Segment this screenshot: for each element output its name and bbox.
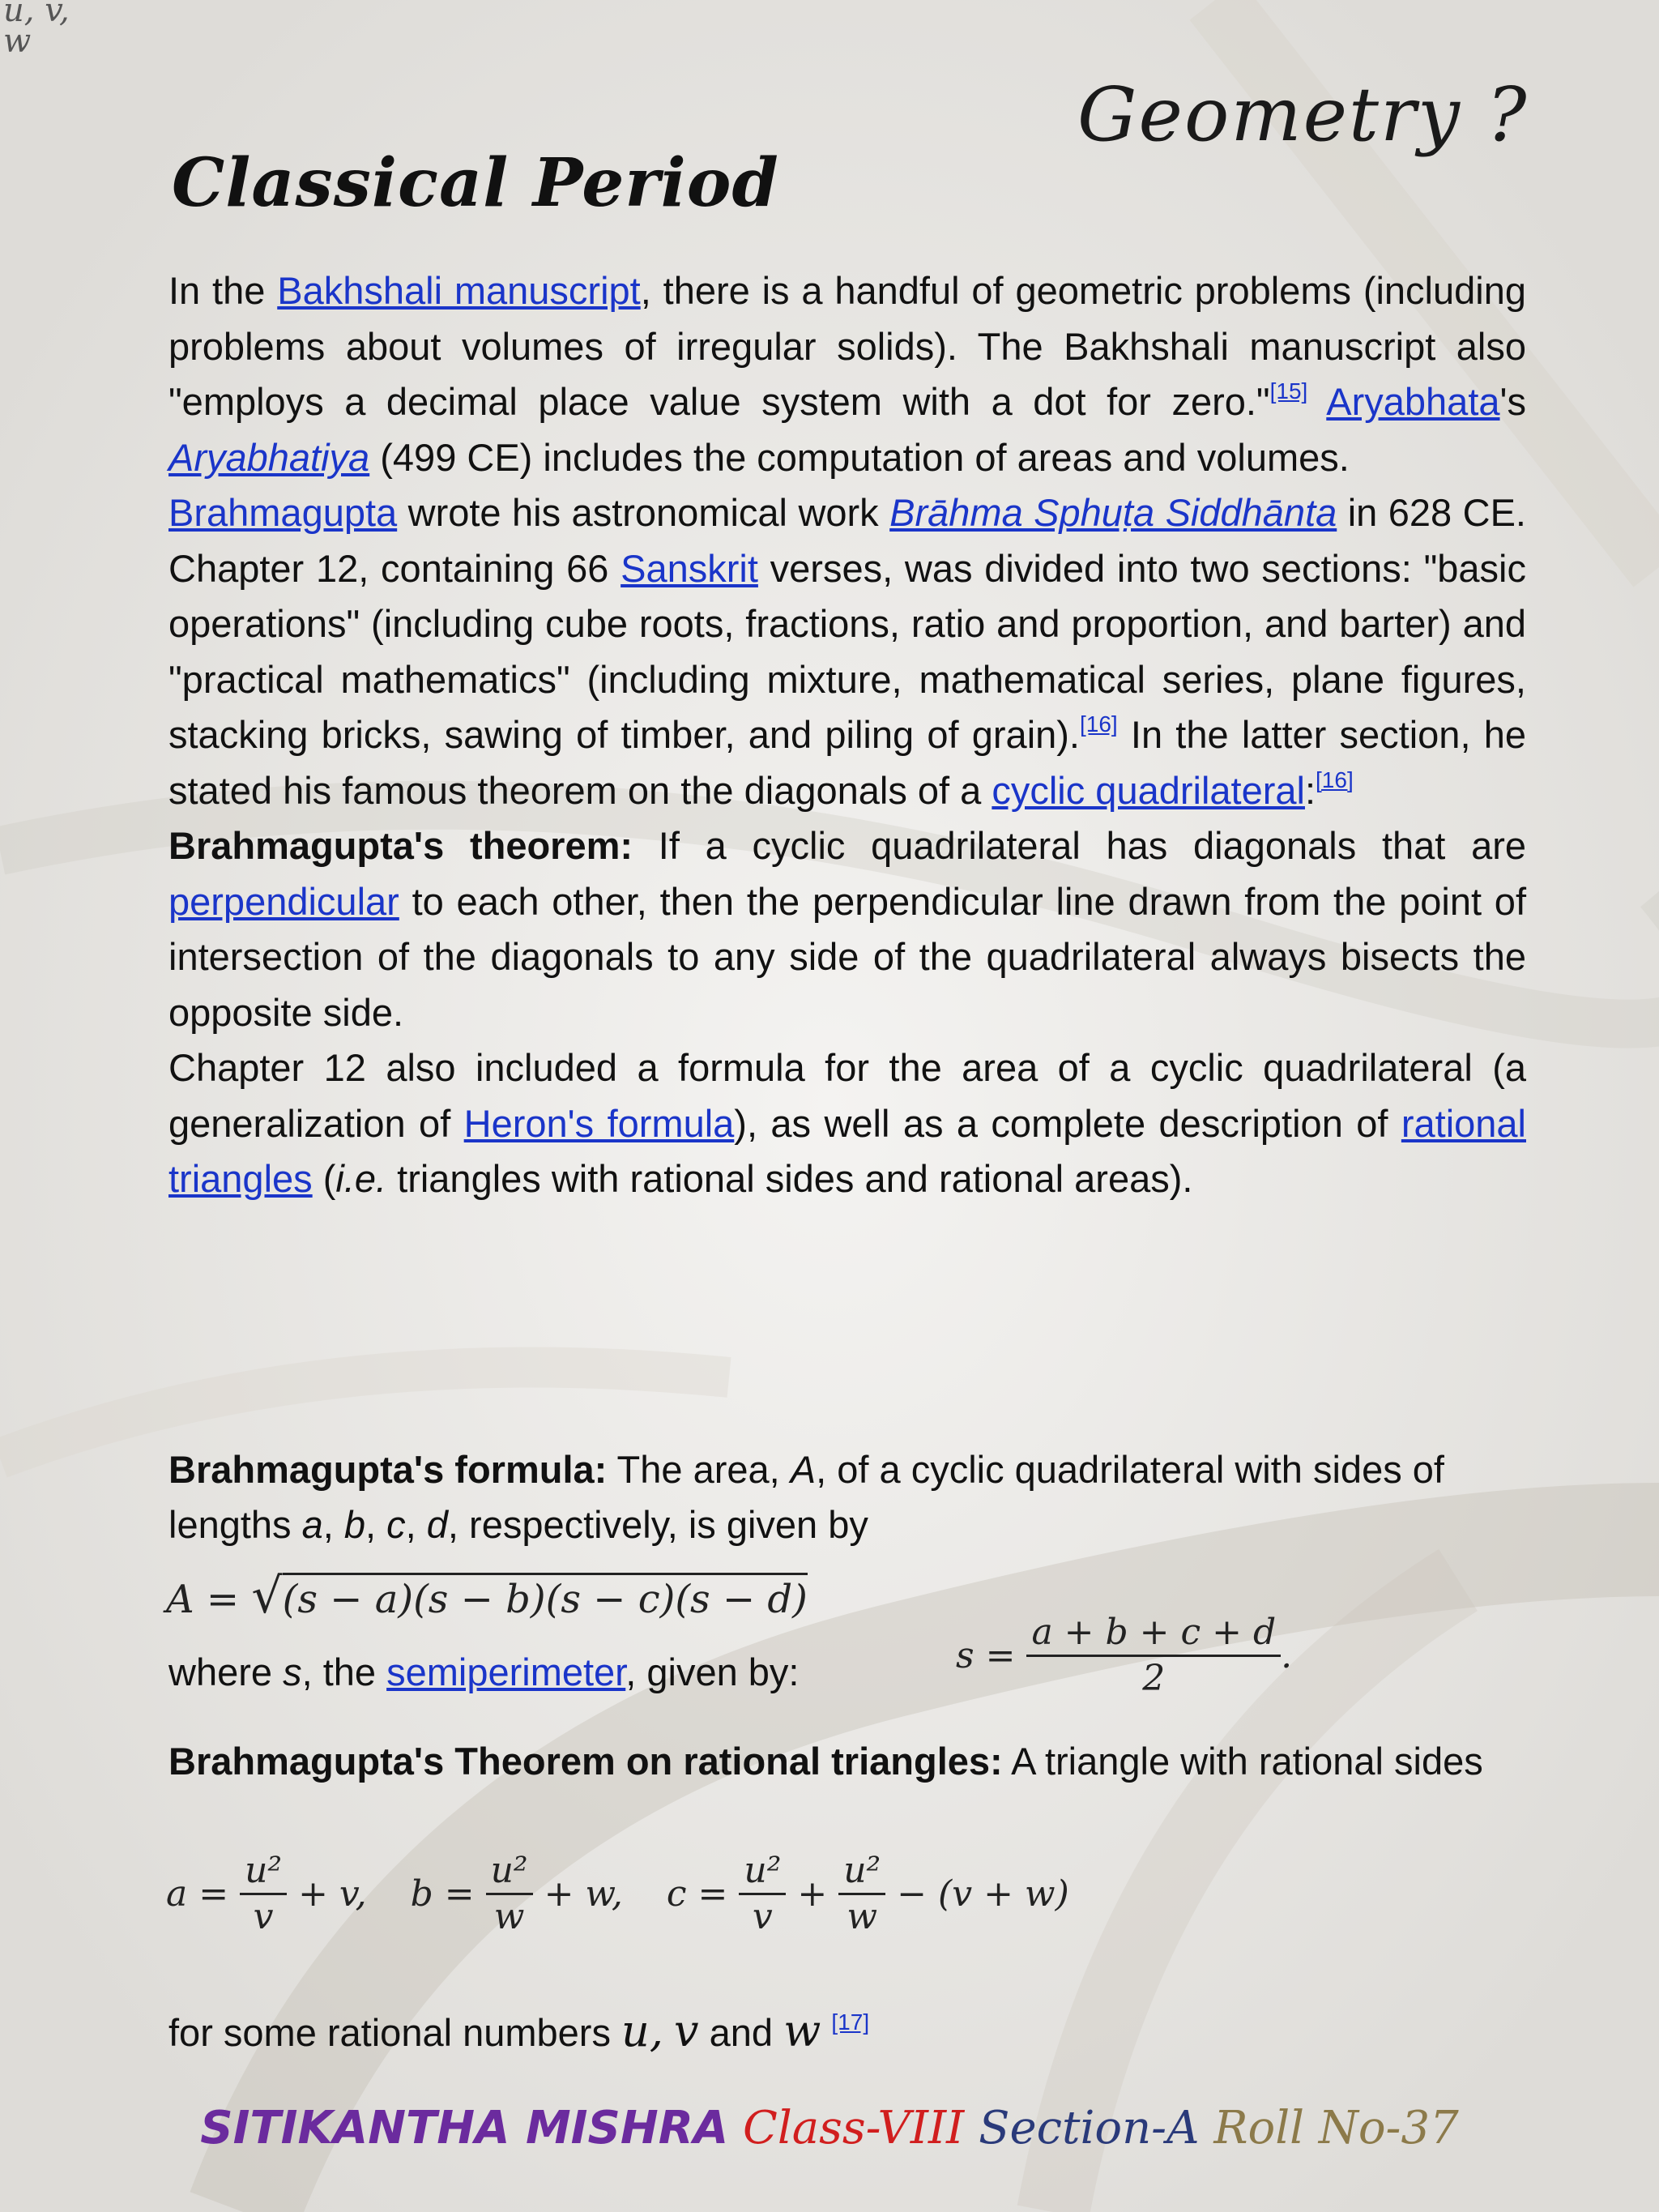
text: (499 CE) includes the computation of areas and volumes. <box>369 435 1350 479</box>
var-v: v <box>674 2005 699 2056</box>
text: ( <box>312 1157 336 1200</box>
area-lhs: A = <box>166 1577 252 1622</box>
var-u: u, <box>621 2005 663 2056</box>
s-numerator: a + b + c + d <box>1026 1611 1281 1657</box>
var-a-area: A <box>790 1448 817 1491</box>
text: , given by: <box>625 1650 800 1693</box>
numerator: u² <box>486 1849 533 1895</box>
reference-16-second[interactable]: [16] <box>1316 767 1354 792</box>
link-cyclic-quadrilateral[interactable]: cyclic quadrilateral <box>992 768 1305 812</box>
section-title: Classical Period <box>172 144 779 222</box>
eq-c-lhs: c = <box>666 1873 728 1915</box>
eq-c-tail: − (v + w) <box>897 1873 1069 1915</box>
s-lhs: s = <box>956 1635 1016 1676</box>
text: Chapter 12 also included a formula for the area of a cyclic quadrilateral (a generalization of <box>168 1046 1526 1145</box>
text: where <box>168 1650 284 1693</box>
text: In the latter section, he stated his famous theorem on the diagonals of a <box>168 713 1526 812</box>
text: to each other, then the perpendicular line drawn from the point of intersection of the diagonals to any side of the quadrilateral always bisects the opposite side. <box>168 879 1526 1034</box>
link-rational-triangles[interactable]: rational triangles <box>168 1101 1526 1200</box>
denominator: v <box>752 1896 773 1937</box>
paragraph-bakhshali <box>168 263 1526 485</box>
denominator: v <box>253 1896 274 1937</box>
text: The area, <box>607 1448 791 1491</box>
semiperimeter-line <box>168 1645 979 1700</box>
frac-u2-w <box>486 1849 533 1939</box>
link-herons-formula[interactable]: Heron's formula <box>463 1101 735 1145</box>
text: In the <box>168 269 278 312</box>
area-formula <box>166 1568 808 1625</box>
link-bakhshali-manuscript[interactable]: Bakhshali manuscript <box>277 269 641 312</box>
paragraph-chapter-12 <box>168 1040 1526 1207</box>
var-w: w <box>783 2005 821 2056</box>
text: 's <box>1499 380 1527 423</box>
text: triangles with rational sides and rational areas). <box>386 1157 1193 1200</box>
s-denominator: 2 <box>1142 1658 1166 1699</box>
text: A triangle with rational sides <box>1002 1740 1483 1783</box>
geometry-title: Geometry ? <box>1077 71 1529 158</box>
area-radicand: (s − a)(s − b)(s − c)(s − d) <box>283 1573 808 1622</box>
text <box>1307 380 1326 423</box>
semiperimeter-formula <box>956 1611 1292 1701</box>
text: and <box>698 2011 784 2054</box>
text: If a cyclic quadrilateral has diagonals that are <box>633 824 1526 867</box>
section-label: Section-A <box>979 2102 1200 2154</box>
text: in 628 CE. Chapter 12, containing 66 <box>168 491 1526 590</box>
link-brahmagupta[interactable]: Brahmagupta <box>168 491 398 534</box>
class-label: Class-VIII <box>743 2102 965 2154</box>
text: , <box>322 1503 344 1546</box>
link-perpendicular[interactable]: perpendicular <box>168 879 399 923</box>
text: , of a cyclic quadrilateral with sides of lengths <box>168 1448 1444 1546</box>
text: ), as well as a complete description of <box>734 1101 1401 1145</box>
denominator: w <box>493 1896 525 1937</box>
eq-plus: + <box>797 1873 828 1915</box>
denominator: w <box>847 1896 878 1937</box>
link-brahma-sphuta-siddhanta[interactable]: Brāhma Sphuṭa Siddhānta <box>889 491 1337 534</box>
paragraph-brahmagupta <box>168 485 1526 818</box>
numerator: u² <box>838 1849 885 1895</box>
main-text <box>168 263 1526 1207</box>
rational-closing <box>168 2004 1222 2060</box>
corner-vars-line1: u, v, <box>3 0 70 29</box>
s-dot: . <box>1281 1635 1293 1676</box>
formula-block <box>168 1442 1546 1552</box>
text: , respectively, is given by <box>447 1503 868 1546</box>
text: wrote his astronomical work <box>397 491 890 534</box>
footer-credit <box>0 2102 1659 2154</box>
s-fraction <box>1026 1611 1281 1701</box>
text: , the <box>301 1650 387 1693</box>
eq-b-tail: + w, <box>544 1873 623 1915</box>
link-aryabhatiya[interactable]: Aryabhatiya <box>168 435 370 479</box>
reference-16[interactable]: [16] <box>1079 711 1118 737</box>
text: , there is a handful of geometric problems (including problems about volumes of irregular solids). The Bakhshali manuscript also "employs a decimal place value system with a dot for zero." <box>168 269 1526 423</box>
var-a: a <box>301 1503 323 1546</box>
link-aryabhata[interactable]: Aryabhata <box>1326 380 1500 423</box>
var-s: s <box>283 1650 302 1693</box>
link-sanskrit[interactable]: Sanskrit <box>621 546 758 590</box>
text: , <box>405 1503 427 1546</box>
eq-a-tail: + v, <box>298 1873 367 1915</box>
text: verses, was divided into two sections: "basic operations" (including cube roots, fractions, ratio and proportion, and barter) and "practical mathematics" (including mixture, mathematical series, plane figures, stacking bricks, sawing of timber, and piling of grain). <box>168 546 1526 756</box>
var-c: c <box>386 1503 406 1546</box>
text: : <box>1304 768 1316 812</box>
var-d: d <box>426 1503 448 1546</box>
corner-vars-line2: w <box>3 23 32 60</box>
frac-u2-w-c <box>838 1849 885 1939</box>
text: for some rational numbers <box>168 2011 622 2054</box>
eq-b-lhs: b = <box>410 1873 475 1915</box>
frac-u2-v-c <box>739 1849 786 1939</box>
reference-17[interactable]: [17] <box>831 2009 870 2035</box>
var-b: b <box>343 1503 366 1546</box>
rational-sides-equation <box>166 1849 1069 1939</box>
link-semiperimeter[interactable]: semiperimeter <box>386 1650 626 1693</box>
author-name: SITIKANTHA MISHRA <box>200 2102 729 2154</box>
frac-u2-v <box>240 1849 287 1939</box>
numerator: u² <box>739 1849 786 1895</box>
theorem-label: Brahmagupta's theorem: <box>168 824 633 867</box>
corner-variables <box>3 0 70 60</box>
numerator: u² <box>240 1849 287 1895</box>
rational-block <box>168 1734 1529 1789</box>
sqrt-sign-icon: √ <box>251 1568 283 1625</box>
rational-theorem-label: Brahmagupta's Theorem on rational triangles: <box>168 1740 1003 1783</box>
eq-a-lhs: a = <box>166 1873 229 1915</box>
text-ie: i.e. <box>335 1157 387 1200</box>
formula-label: Brahmagupta's formula: <box>168 1448 608 1491</box>
roll-label: Roll No-37 <box>1213 2102 1459 2154</box>
text: , <box>365 1503 387 1546</box>
reference-15[interactable]: [15] <box>1269 378 1308 404</box>
paragraph-theorem <box>168 818 1526 1040</box>
